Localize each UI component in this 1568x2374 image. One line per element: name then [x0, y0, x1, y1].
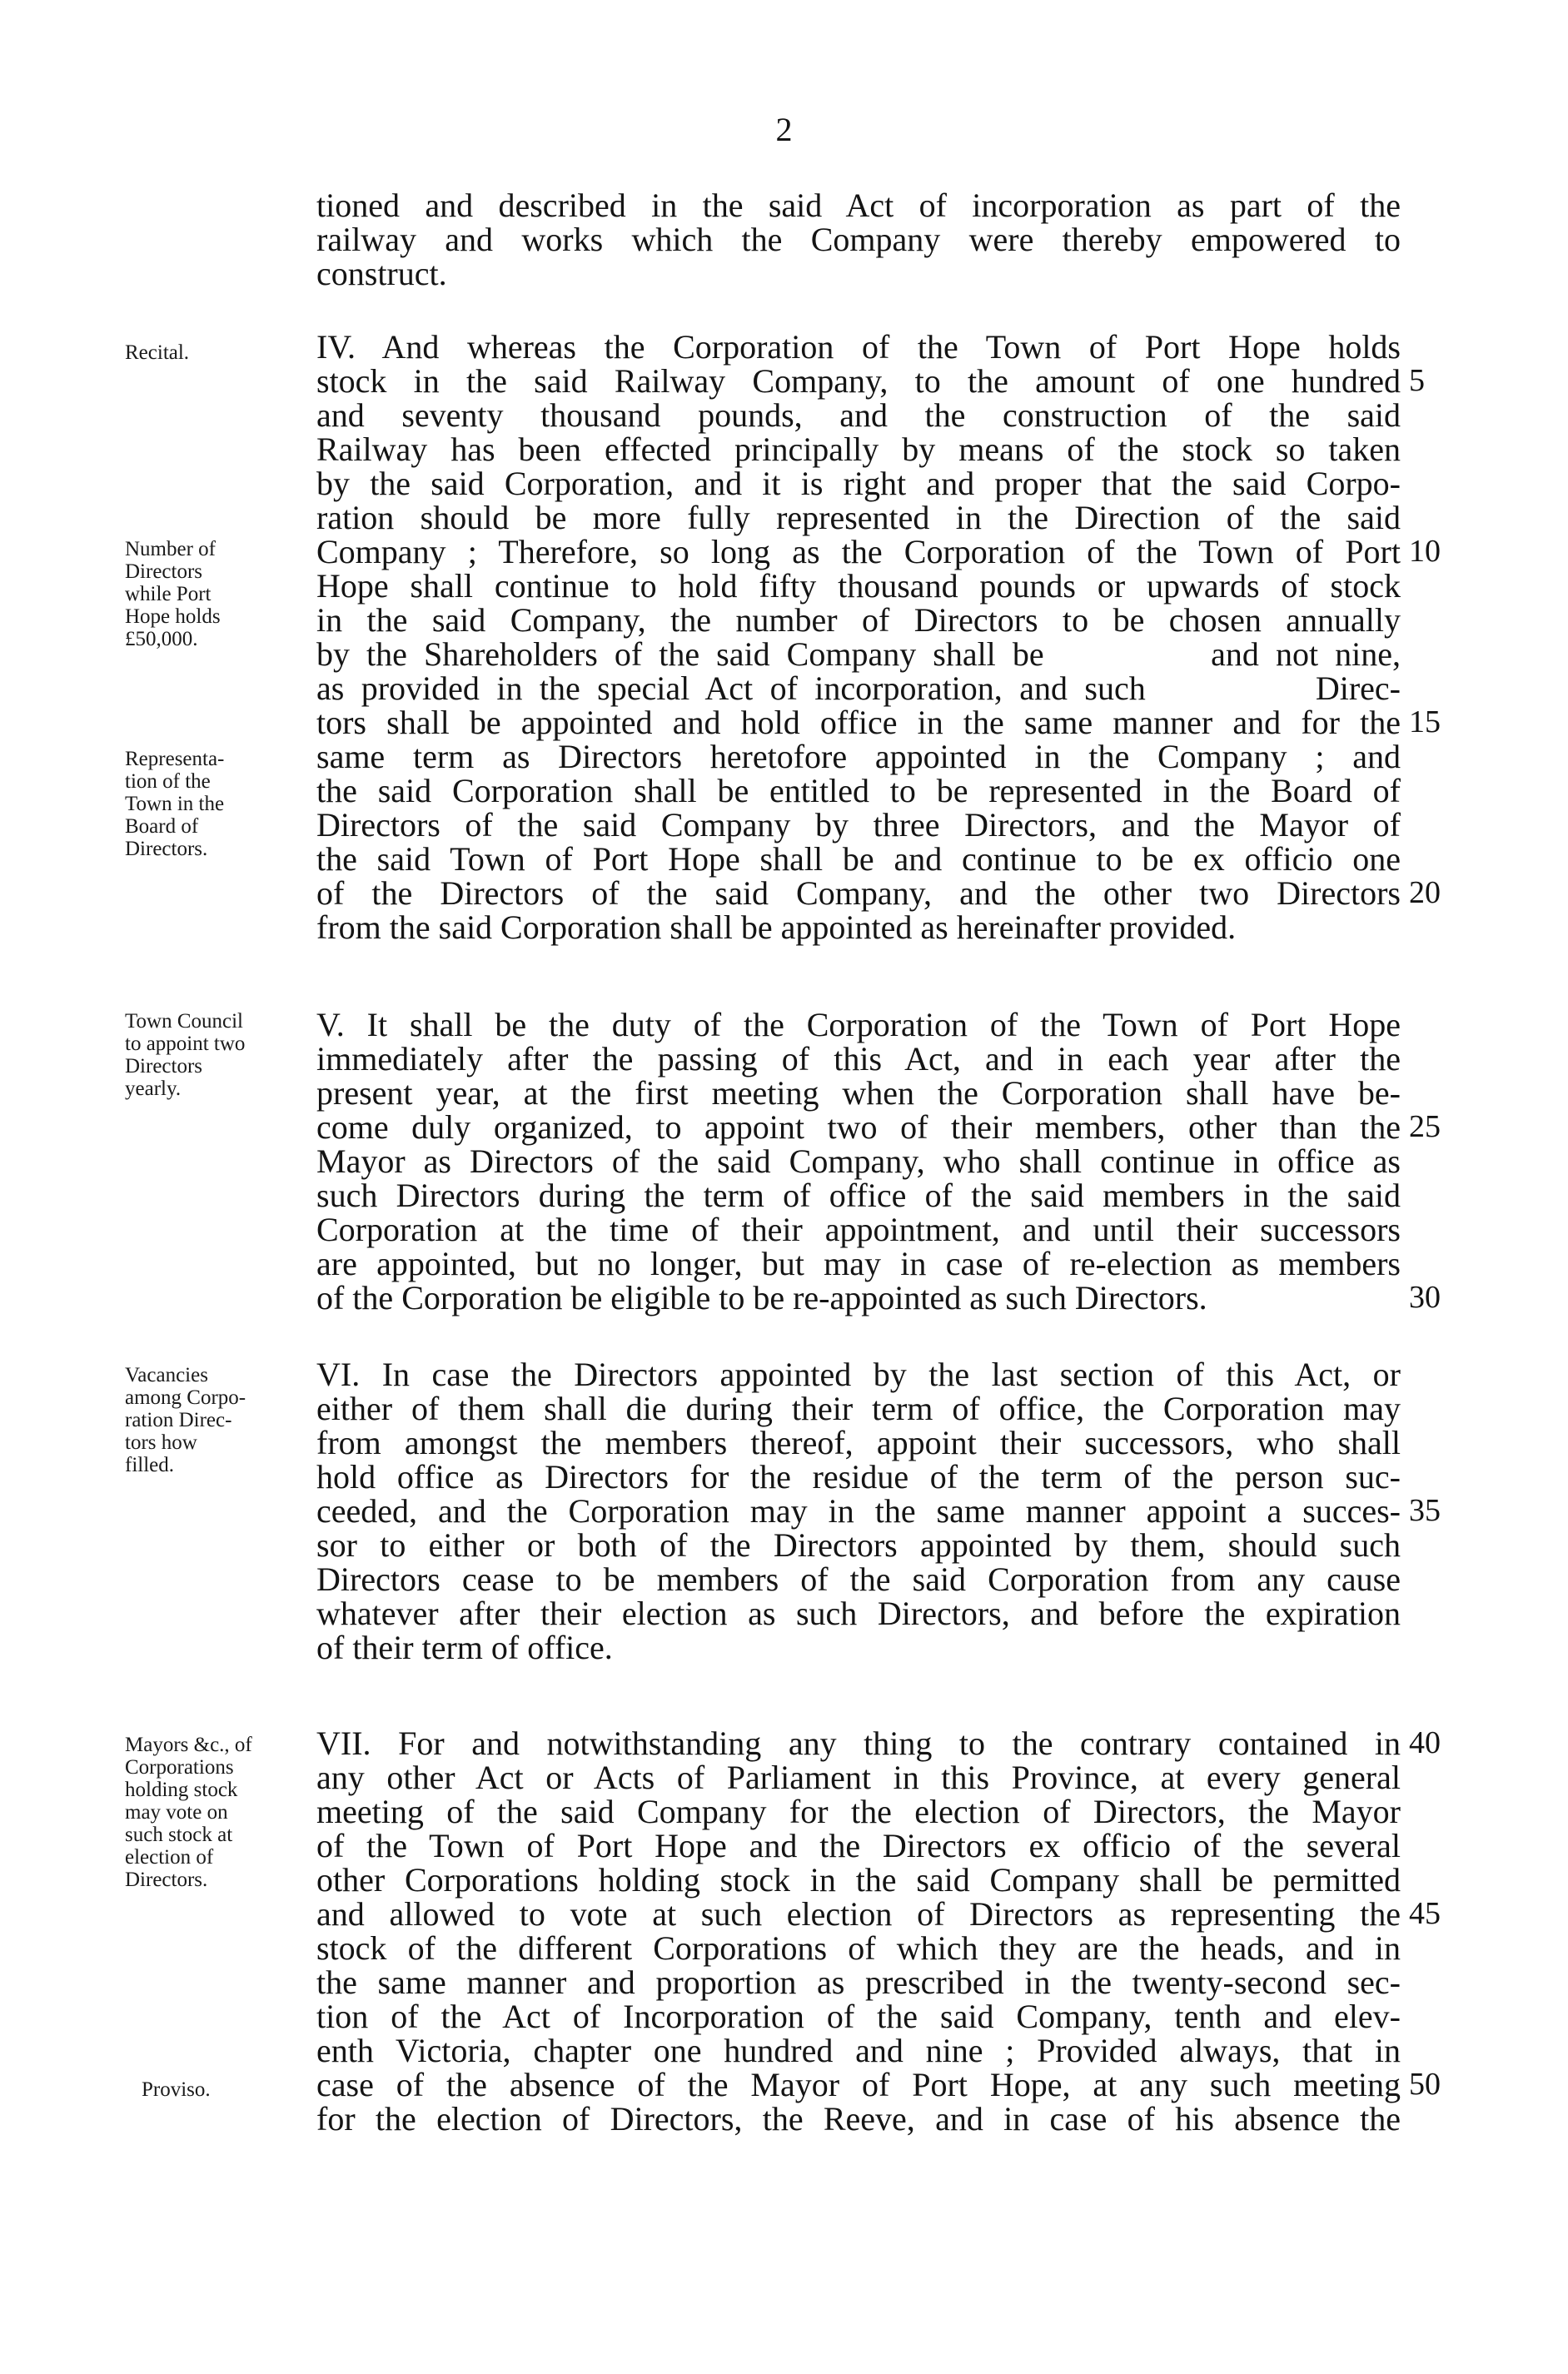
margin-note-line: Board of — [125, 815, 199, 838]
margin-note-number-of-directors — [125, 538, 308, 650]
text-line: Mayor as Directors of the said Company, who shall continue in office as — [316, 1142, 1401, 1180]
text-line: come duly organized, to appoint two of their members, other than the — [316, 1108, 1401, 1146]
margin-note-line: yearly. — [125, 1078, 182, 1100]
text-line: the said Town of Port Hope shall be and continue to be ex officio one — [316, 840, 1401, 878]
paragraph-section-3-end — [316, 188, 1401, 291]
line-number: 30 — [1409, 1280, 1441, 1315]
margin-note-line: to appoint two — [125, 1033, 246, 1055]
margin-note-line: election of — [125, 1846, 214, 1869]
margin-note-line: among Corpo- — [125, 1386, 246, 1409]
text-line: tioned and described in the said Act of incorporation as part of the — [316, 187, 1401, 224]
text-line: Directors of the said Company by three Directors, and the Mayor of — [316, 806, 1401, 844]
margin-note-line: Directors — [125, 1055, 203, 1078]
margin-note-line: Directors. — [125, 838, 208, 860]
text-line: hold office as Directors for the residue of the term of the person suc- — [316, 1458, 1401, 1496]
margin-note-line: such stock at — [125, 1824, 233, 1846]
text-line: and allowed to vote at such election of Directors as representing the — [316, 1895, 1401, 1933]
margin-note-line: tors how — [125, 1431, 197, 1454]
margin-note-line: may vote on — [125, 1801, 228, 1824]
text-line: of the Directors of the said Company, and the other two Directors — [316, 874, 1401, 912]
text-line: same term as Directors heretofore appointed in the Company ; and — [316, 738, 1401, 775]
text-line: present year, at the first meeting when the Corporation shall have be- — [316, 1074, 1401, 1112]
margin-note-vacancies — [125, 1364, 308, 1476]
text-line: other Corporations holding stock in the said Company shall be permitted — [316, 1861, 1401, 1899]
line-number: 5 — [1409, 363, 1425, 398]
text-line: and seventy thousand pounds, and the construction of the said — [316, 396, 1401, 434]
margin-note-line: Hope holds — [125, 605, 221, 628]
line-number: 20 — [1409, 875, 1441, 910]
margin-note-town-council — [125, 1010, 308, 1100]
text-line: ceeded, and the Corporation may in the same manner appoint a succes- — [316, 1492, 1401, 1530]
text-line: VII. For and notwithstanding any thing to the contrary contained in — [316, 1725, 1401, 1762]
text-line: any other Act or Acts of Parliament in this Province, at every general — [316, 1759, 1401, 1796]
margin-note-line: ration Direc- — [125, 1409, 232, 1431]
margin-note-line: Directors — [125, 560, 203, 583]
margin-note-representation — [125, 748, 308, 860]
text-line: enth Victoria, chapter one hundred and nine ; Provided always, that in — [316, 2032, 1401, 2069]
text-line: ration should be more fully represented in the Direction of the said — [316, 499, 1401, 536]
margin-note-line: Town Council — [125, 1010, 243, 1033]
margin-note-line: Mayors &c., of — [125, 1734, 252, 1756]
paragraph-section-6 — [316, 1357, 1401, 1665]
text-line: for the election of Directors, the Reeve, and in case of his absence the — [316, 2100, 1401, 2138]
text-line: as provided in the special Act of incorporation, and such Direc- — [316, 669, 1401, 707]
text-line: from the said Corporation shall be appointed as hereinafter provided. — [316, 908, 1237, 946]
text-line: the same manner and proportion as prescribed in the twenty-second sec- — [316, 1963, 1401, 2001]
text-line: immediately after the passing of this Act, and in each year after the — [316, 1040, 1401, 1078]
margin-note-line: tion of the — [125, 770, 211, 793]
text-line: whatever after their election as such Directors, and before the expiration — [316, 1595, 1401, 1632]
text-line: Directors cease to be members of the said Corporation from any cause — [316, 1560, 1401, 1598]
text-line: stock in the said Railway Company, to the amount of one hundred — [316, 362, 1401, 400]
line-number: 45 — [1409, 1896, 1441, 1931]
margin-note-line: Corporations — [125, 1756, 234, 1779]
text-line: Railway has been effected principally by means of the stock so taken — [316, 431, 1401, 468]
text-line: VI. In case the Directors appointed by the last section of this Act, or — [316, 1356, 1401, 1393]
line-number: 25 — [1409, 1109, 1441, 1144]
line-number: 15 — [1409, 704, 1441, 739]
text-line: V. It shall be the duty of the Corporation of the Town of Port Hope — [316, 1006, 1401, 1043]
text-line: either of them shall die during their term of office, the Corporation may — [316, 1390, 1401, 1427]
margin-note-line: Town in the — [125, 793, 225, 815]
text-line: stock of the different Corporations of which they are the heads, and in — [316, 1929, 1401, 1967]
text-line: sor to either or both of the Directors appointed by them, should such — [316, 1526, 1401, 1564]
text-line: meeting of the said Company for the election of Directors, the Mayor — [316, 1793, 1401, 1830]
text-line: by the said Corporation, and it is right and proper that the said Corpo- — [316, 465, 1401, 502]
text-line: IV. And whereas the Corporation of the Town of Port Hope holds — [316, 328, 1401, 366]
text-line: tion of the Act of Incorporation of the said Company, tenth and elev- — [316, 1998, 1401, 2035]
margin-note-line: Recital. — [125, 341, 190, 364]
text-line: are appointed, but no longer, but may in case of re-election as members — [316, 1245, 1401, 1282]
text-line: construct. — [316, 255, 447, 292]
text-line: tors shall be appointed and hold office in the same manner and for the — [316, 704, 1401, 741]
line-number: 10 — [1409, 534, 1441, 569]
margin-note-recital — [125, 341, 308, 364]
margin-note-line: filled. — [125, 1454, 175, 1476]
margin-note-line: Proviso. — [142, 2078, 211, 2101]
line-number: 35 — [1409, 1493, 1441, 1528]
text-line: such Directors during the term of office of the said members in the said — [316, 1177, 1401, 1214]
paragraph-section-5 — [316, 1008, 1401, 1315]
margin-note-line: holding stock — [125, 1779, 238, 1801]
margin-note-line: Vacancies — [125, 1364, 208, 1386]
margin-note-line: Directors. — [125, 1869, 208, 1891]
text-line: of the Corporation be eligible to be re-appointed as such Directors. — [316, 1279, 1207, 1316]
margin-note-proviso — [142, 2078, 325, 2101]
margin-note-line: £50,000. — [125, 628, 198, 650]
margin-note-mayors-vote — [125, 1734, 308, 1891]
text-line: Company ; Therefore, so long as the Corporation of the Town of Port — [316, 533, 1401, 570]
margin-note-line: Number of — [125, 538, 216, 560]
line-number: 50 — [1409, 2067, 1441, 2102]
text-line: in the said Company, the number of Directors to be chosen annually — [316, 601, 1401, 639]
paragraph-section-7 — [316, 1726, 1401, 2136]
text-line: case of the absence of the Mayor of Port Hope, at any such meeting — [316, 2066, 1401, 2103]
text-line: by the Shareholders of the said Company shall be and not nine, — [316, 635, 1401, 673]
paragraph-section-4 — [316, 330, 1401, 944]
page-number: 2 — [775, 111, 793, 148]
text-line: the said Corporation shall be entitled to be represented in the Board of — [316, 772, 1401, 809]
text-line: from amongst the members thereof, appoint their successors, who shall — [316, 1424, 1401, 1461]
text-line: Hope shall continue to hold fifty thousand pounds or upwards of stock — [316, 567, 1401, 605]
line-number: 40 — [1409, 1725, 1441, 1760]
text-line: railway and works which the Company were thereby empowered to — [316, 221, 1401, 258]
margin-note-line: while Port — [125, 583, 212, 605]
margin-note-line: Representa- — [125, 748, 225, 770]
text-line: Corporation at the time of their appointment, and until their successors — [316, 1211, 1401, 1248]
text-line: of the Town of Port Hope and the Directors ex officio of the several — [316, 1827, 1401, 1864]
text-line: of their term of office. — [316, 1629, 613, 1666]
